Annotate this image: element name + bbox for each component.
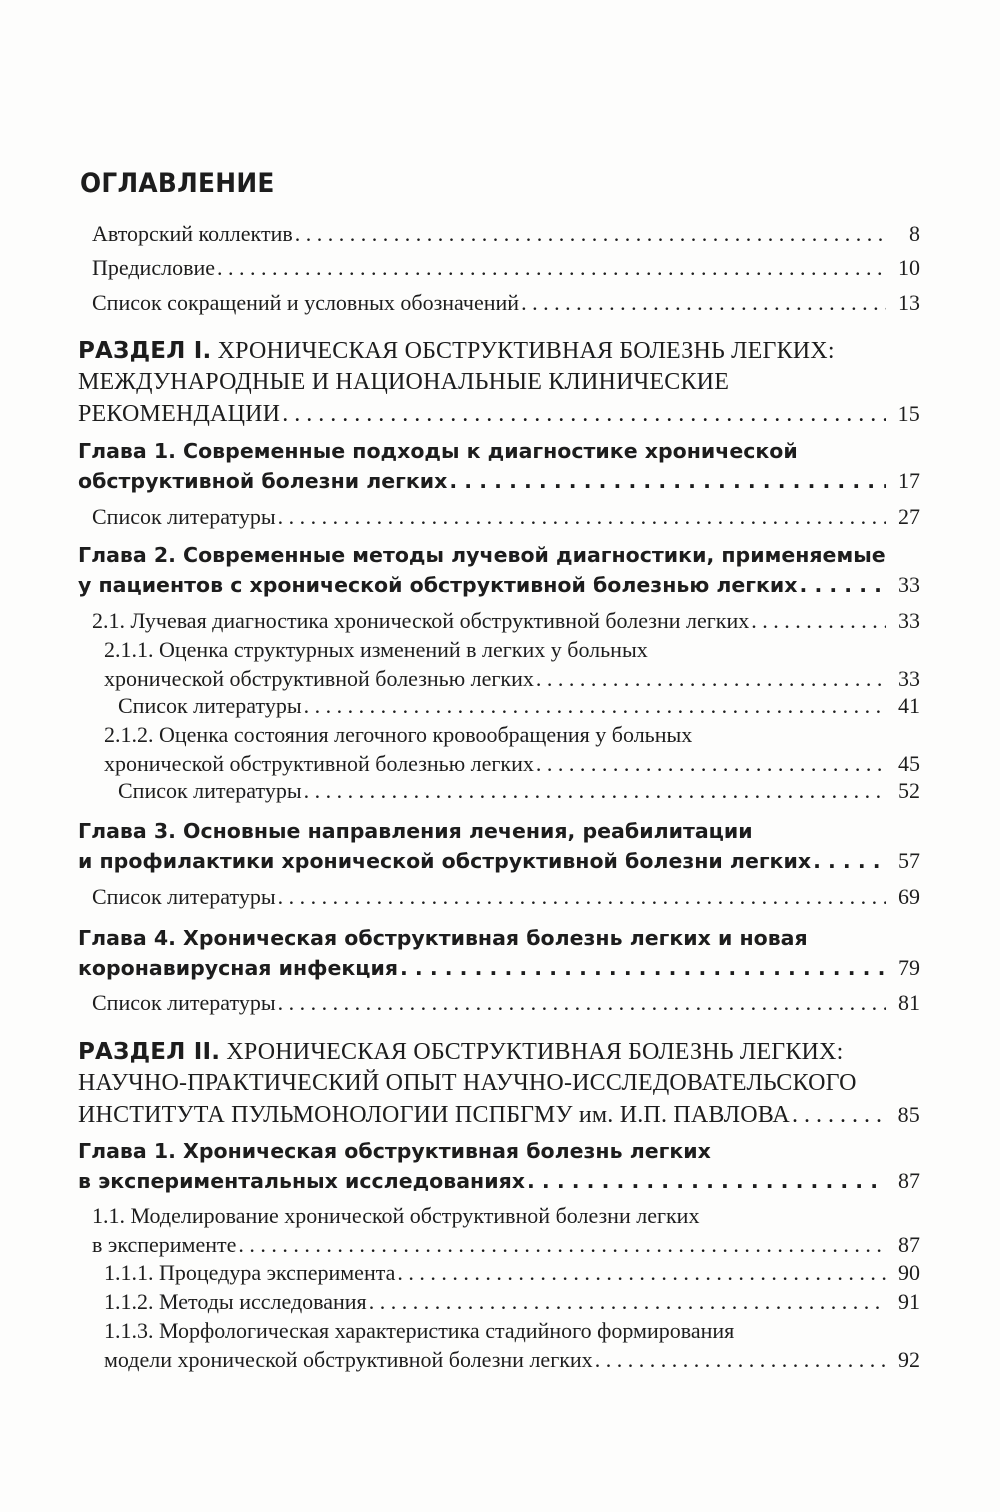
dot-leader bbox=[217, 253, 886, 282]
entry-text: Список сокращений и условных обозначений bbox=[92, 290, 520, 315]
section-title-line: МЕЖДУНАРОДНЫЕ И НАЦИОНАЛЬНЫЕ КЛИНИЧЕСКИЕ bbox=[78, 369, 730, 395]
entry-text: Предисловие bbox=[92, 255, 215, 280]
section-title-line: ИНСТИТУТА ПУЛЬМОНОЛОГИИ ПСПБГМУ им. И.П. ПАВЛОВА bbox=[78, 1102, 790, 1128]
dot-leader bbox=[238, 1230, 886, 1259]
toc-entry-1-1-3 bbox=[104, 1316, 920, 1374]
chapter-title-line: Глава 1. Хроническая обструктивная болезнь легких bbox=[78, 1139, 711, 1163]
chapter-title-line: коронавирусная инфекция bbox=[78, 956, 398, 980]
toc-entry-references bbox=[118, 776, 920, 805]
toc-chapter-1-2 bbox=[78, 541, 920, 600]
page-number: 33 bbox=[898, 666, 920, 691]
dot-leader bbox=[369, 1287, 886, 1316]
page-number: 91 bbox=[898, 1289, 920, 1314]
chapter-title-line: обструктивной болезни легких bbox=[78, 469, 448, 493]
dot-leader bbox=[813, 847, 886, 876]
toc-entry-references bbox=[118, 691, 920, 720]
entry-text: 2.1. Лучевая диагностика хронической обструктивной болезни легких bbox=[92, 608, 750, 633]
toc-chapter-1-1 bbox=[78, 437, 920, 496]
page-title: ОГЛАВЛЕНИЕ bbox=[80, 168, 275, 199]
toc-entry-references bbox=[92, 502, 920, 531]
page-number: 69 bbox=[898, 884, 920, 909]
dot-leader bbox=[792, 1100, 886, 1131]
section-label: РАЗДЕЛ II. bbox=[78, 1039, 221, 1065]
dot-leader bbox=[295, 219, 886, 248]
section-title-line: НАУЧНО-ПРАКТИЧЕСКИЙ ОПЫТ НАУЧНО-ИССЛЕДОВАТЕЛЬСКОГО bbox=[78, 1070, 857, 1096]
entry-text: Список литературы bbox=[118, 693, 302, 718]
page-number: 57 bbox=[898, 848, 920, 873]
page-number: 92 bbox=[898, 1347, 920, 1372]
entry-text: 1.1.2. Методы исследования bbox=[104, 1289, 367, 1314]
toc-entry-references bbox=[92, 882, 920, 911]
toc-entry-references bbox=[92, 988, 920, 1017]
toc-entry-abbreviations bbox=[92, 288, 920, 317]
entry-text: 1.1. Моделирование хронической обструктивной болезни легких bbox=[92, 1203, 700, 1228]
dot-leader bbox=[595, 1345, 886, 1374]
section-label: РАЗДЕЛ I. bbox=[78, 338, 212, 364]
page-number: 10 bbox=[898, 255, 920, 280]
page-number: 90 bbox=[898, 1260, 920, 1285]
entry-text: 2.1.1. Оценка структурных изменений в легких у больных bbox=[104, 637, 648, 662]
dot-leader bbox=[536, 664, 886, 693]
page-number: 13 bbox=[898, 290, 920, 315]
section-title-line: ХРОНИЧЕСКАЯ ОБСТРУКТИВНАЯ БОЛЕЗНЬ ЛЕГКИХ: bbox=[226, 1039, 844, 1065]
toc-entry-authors bbox=[92, 219, 920, 248]
chapter-title-line: Глава 1. Современные подходы к диагностике хронической bbox=[78, 439, 798, 463]
entry-text: 1.1.1. Процедура эксперимента bbox=[104, 1260, 396, 1285]
page-number: 33 bbox=[898, 572, 920, 597]
dot-leader bbox=[304, 691, 886, 720]
entry-text: Список литературы bbox=[92, 504, 276, 529]
entry-text: хронической обструктивной болезнью легких bbox=[104, 751, 534, 776]
dot-leader bbox=[536, 749, 886, 778]
page-number: 33 bbox=[898, 608, 920, 633]
dot-leader bbox=[304, 776, 886, 805]
page-number: 15 bbox=[897, 401, 920, 426]
dot-leader bbox=[527, 1167, 886, 1196]
dot-leader bbox=[282, 399, 886, 430]
dot-leader bbox=[449, 467, 886, 496]
page-number: 45 bbox=[898, 751, 920, 776]
toc-entry-1-1-1 bbox=[104, 1258, 920, 1287]
dot-leader bbox=[278, 882, 886, 911]
section-title-line: РЕКОМЕНДАЦИИ bbox=[78, 401, 281, 427]
chapter-title-line: у пациентов с хронической обструктивной болезнью легких bbox=[78, 573, 798, 597]
chapter-title-line: Глава 3. Основные направления лечения, реабилитации bbox=[78, 819, 753, 843]
page-number: 81 bbox=[898, 990, 920, 1015]
entry-text: Список литературы bbox=[92, 884, 276, 909]
chapter-title-line: в экспериментальных исследованиях bbox=[78, 1169, 525, 1193]
dot-leader bbox=[521, 288, 886, 317]
dot-leader bbox=[278, 502, 886, 531]
entry-text: хронической обструктивной болезнью легких bbox=[104, 666, 534, 691]
page-number: 27 bbox=[898, 504, 920, 529]
entry-text: 1.1.3. Морфологическая характеристика стадийного формирования bbox=[104, 1318, 735, 1343]
entry-text: Список литературы bbox=[92, 990, 276, 1015]
toc-section-1 bbox=[78, 336, 920, 430]
page-number: 87 bbox=[898, 1168, 920, 1193]
toc-entry-2-1-2 bbox=[104, 720, 920, 778]
toc-entry-2-1 bbox=[92, 606, 920, 635]
chapter-title-line: и профилактики хронической обструктивной болезни легких bbox=[78, 849, 812, 873]
page-number: 79 bbox=[898, 955, 920, 980]
page-number: 41 bbox=[898, 693, 920, 718]
dot-leader bbox=[400, 954, 886, 983]
page-number: 52 bbox=[898, 778, 920, 803]
dot-leader bbox=[751, 606, 886, 635]
entry-text: Список литературы bbox=[118, 778, 302, 803]
page-number: 17 bbox=[898, 468, 920, 493]
chapter-title-line: Глава 4. Хроническая обструктивная болезнь легких и новая bbox=[78, 926, 808, 950]
toc-entry-preface bbox=[92, 253, 920, 282]
dot-leader bbox=[278, 988, 886, 1017]
dot-leader bbox=[800, 571, 886, 600]
section-title-line: ХРОНИЧЕСКАЯ ОБСТРУКТИВНАЯ БОЛЕЗНЬ ЛЕГКИХ: bbox=[217, 338, 835, 364]
page-number: 85 bbox=[897, 1102, 920, 1127]
toc-section-2 bbox=[78, 1037, 920, 1131]
entry-text: Авторский коллектив bbox=[92, 221, 293, 246]
page-number: 8 bbox=[909, 221, 920, 246]
chapter-title-line: Глава 2. Современные методы лучевой диагностики, применяемые bbox=[78, 543, 886, 567]
toc-chapter-2-1 bbox=[78, 1137, 920, 1196]
toc-entry-2-1-1 bbox=[104, 635, 920, 693]
entry-text: в эксперименте bbox=[92, 1232, 237, 1257]
entry-text: модели хронической обструктивной болезни легких bbox=[104, 1347, 593, 1372]
page-number: 87 bbox=[898, 1232, 920, 1257]
dot-leader bbox=[397, 1258, 886, 1287]
toc-entry-1-1 bbox=[92, 1201, 920, 1259]
toc-chapter-1-3 bbox=[78, 817, 920, 876]
entry-text: 2.1.2. Оценка состояния легочного кровообращения у больных bbox=[104, 722, 693, 747]
toc-chapter-1-4 bbox=[78, 924, 920, 983]
toc-entry-1-1-2 bbox=[104, 1287, 920, 1316]
